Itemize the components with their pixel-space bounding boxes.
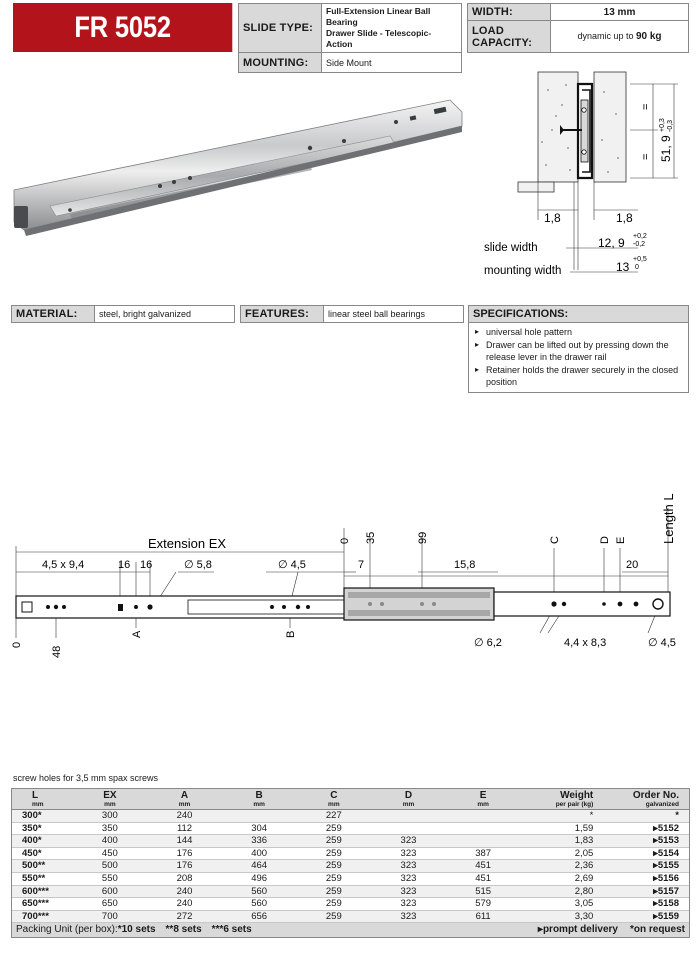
table-cell: 579: [446, 898, 521, 911]
table-cell: [371, 822, 446, 835]
column-header-unit: per pair (kg): [555, 801, 594, 808]
mounting-label: MOUNTING:: [239, 53, 322, 73]
table-cell: 2,80: [520, 885, 611, 898]
order-number: 5157: [657, 885, 679, 897]
table-row: [12, 822, 689, 835]
order-arrow-icon: ▸: [653, 822, 658, 834]
dimensions-table: [11, 788, 690, 938]
table-cell: 451: [446, 872, 521, 885]
product-code: FR 5052: [13, 3, 232, 52]
column-header-unit: mm: [178, 801, 191, 808]
order-arrow-icon: ▸: [653, 885, 658, 897]
table-caption: screw holes for 3,5 mm spax screws: [13, 773, 159, 783]
column-header-label: EX: [103, 790, 117, 801]
table-cell: 400: [73, 835, 148, 848]
table-cell: [222, 810, 297, 823]
table-cell: 323: [371, 847, 446, 860]
material-label: MATERIAL:: [12, 306, 95, 323]
order-number: 5154: [657, 847, 679, 859]
table-cell: 259: [297, 860, 372, 873]
table-row: [12, 872, 689, 885]
spec-item: ▸ Drawer can be lifted out by pressing down the release lever in the drawer rail: [475, 339, 682, 363]
dim-0-left: 0: [11, 641, 23, 648]
table-cell: [371, 810, 446, 823]
table-cell: 1,83: [520, 835, 611, 848]
order-number: 5153: [657, 835, 679, 847]
column-header-unit: mm: [253, 801, 265, 808]
column-header: [371, 789, 446, 810]
table-cell: 2,05: [520, 847, 611, 860]
table-cell: 611: [446, 910, 521, 923]
order-arrow-icon: ▸: [653, 835, 658, 847]
column-header: [446, 789, 521, 810]
order-number: 5155: [657, 860, 679, 872]
table-cell: 336: [222, 835, 297, 848]
table-cell: 387: [446, 847, 521, 860]
dim-4-4x8-3: 4,4 x 8,3: [564, 637, 607, 649]
slide-type-table: [238, 3, 462, 73]
table-cell: 2,69: [520, 872, 611, 885]
table-cell: [611, 885, 689, 898]
table-cell: [611, 910, 689, 923]
mark-d: D: [599, 536, 611, 544]
order-arrow-icon: ▸: [653, 860, 658, 872]
load-value-prefix: dynamic up to: [577, 31, 636, 41]
mark-c: C: [549, 536, 561, 544]
dim-16-a: 16: [118, 559, 131, 571]
table-cell: 464: [222, 860, 297, 873]
table-row: [12, 898, 689, 911]
table-cell: 259: [297, 835, 372, 848]
dim-d5-8: ∅ 5,8: [184, 559, 212, 571]
column-header-unit: mm: [328, 801, 340, 808]
dim-35: 35: [365, 531, 377, 544]
width-label: WIDTH:: [468, 4, 551, 21]
material-value: steel, bright galvanized: [95, 306, 235, 323]
table-cell: 600: [73, 885, 148, 898]
table-header-row: [12, 789, 689, 810]
dim-4-5x9-4: 4,5 x 9,4: [42, 559, 85, 571]
load-label-line2: CAPACITY:: [472, 36, 533, 49]
dim-right: 1,8: [616, 211, 633, 225]
order-arrow-icon: ▸: [653, 898, 658, 910]
table-cell: 323: [371, 898, 446, 911]
table-row: [12, 810, 689, 823]
load-label: [468, 21, 551, 53]
slide-width-tol-minus: -0,2: [633, 241, 646, 248]
mounting-width-tol-plus: +0,5: [633, 256, 647, 263]
load-label-line1: LOAD: [472, 24, 504, 37]
specifications-list: [469, 323, 688, 392]
slide-type-line2: Drawer Slide - Telescopic-Action: [326, 28, 432, 49]
order-number: 5152: [657, 822, 679, 834]
order-arrow-icon: ▸: [653, 847, 658, 859]
table-cell: [611, 822, 689, 835]
table-cell: [611, 898, 689, 911]
table-cell: 208: [147, 872, 222, 885]
dimensions-grid: [12, 789, 689, 923]
table-cell: [611, 835, 689, 848]
table-cell: 450*: [12, 847, 73, 860]
column-header: [222, 789, 297, 810]
table-cell: 700: [73, 910, 148, 923]
dim-d6-2: ∅ 6,2: [474, 637, 502, 649]
table-cell: 259: [297, 910, 372, 923]
table-cell: 3,30: [520, 910, 611, 923]
slide-width-tol-plus: +0,2: [633, 233, 647, 240]
order-number: 5158: [657, 898, 679, 910]
product-photo: [10, 98, 472, 248]
features-table: [240, 305, 464, 323]
table-cell: [611, 810, 689, 823]
column-header-label: L: [32, 790, 39, 801]
table-cell: 450: [73, 847, 148, 860]
slide-type-line1: Full-Extension Linear Ball Bearing: [326, 6, 431, 27]
column-header-unit: galvanized: [645, 801, 679, 808]
spec-item: ▸ Retainer holds the drawer securely in the closed position: [475, 364, 682, 388]
specifications-box: [468, 305, 689, 393]
table-row: [12, 847, 689, 860]
table-cell: 323: [371, 835, 446, 848]
side-drawing: [8, 488, 694, 668]
table-cell: 272: [147, 910, 222, 923]
table-cell: 240: [147, 810, 222, 823]
extension-label: Extension EX: [148, 536, 227, 551]
table-cell: 500**: [12, 860, 73, 873]
table-cell: 1,59: [520, 822, 611, 835]
column-header-unit: mm: [32, 801, 44, 808]
mark-e: E: [615, 536, 627, 544]
table-row: [12, 885, 689, 898]
table-cell: [446, 810, 521, 823]
table-cell: [446, 822, 521, 835]
specifications-label: SPECIFICATIONS:: [469, 306, 688, 323]
dim-20: 20: [626, 559, 639, 571]
table-cell: 323: [371, 910, 446, 923]
dim-left: 1,8: [544, 211, 561, 225]
features-value: linear steel ball bearings: [324, 306, 464, 323]
order-arrow-icon: ▸: [653, 872, 658, 884]
table-footer: [12, 923, 689, 937]
table-cell: 515: [446, 885, 521, 898]
on-request: *on request: [629, 924, 685, 936]
table-cell: 650***: [12, 898, 73, 911]
column-header-label: D: [404, 790, 413, 801]
column-header-label: E: [479, 790, 487, 801]
dim-d4-5-top: ∅ 4,5: [278, 559, 306, 571]
eq-mark-bottom: =: [640, 153, 652, 160]
dim-0-top: 0: [339, 537, 351, 544]
order-arrow-icon: ▸: [653, 910, 658, 922]
features-label: FEATURES:: [241, 306, 324, 323]
table-cell: 176: [147, 860, 222, 873]
mounting-value: Side Mount: [322, 53, 462, 73]
packing-10: *10 sets: [117, 924, 156, 936]
table-cell: 560: [222, 898, 297, 911]
material-table: [11, 305, 235, 323]
table-cell: 656: [222, 910, 297, 923]
column-header: [73, 789, 148, 810]
column-header-unit: mm: [477, 801, 489, 808]
dim-99: 99: [417, 531, 429, 544]
dim-15-8: 15,8: [454, 559, 476, 571]
column-header-label: B: [255, 790, 263, 801]
table-cell: 227: [297, 810, 372, 823]
mark-a: A: [131, 630, 143, 638]
table-cell: 259: [297, 898, 372, 911]
table-cell: [611, 847, 689, 860]
column-header: [611, 789, 689, 810]
width-value: 13 mm: [551, 4, 689, 21]
table-cell: 323: [371, 872, 446, 885]
column-header-label: Weight: [560, 790, 594, 801]
mounting-width-label: mounting width: [484, 265, 562, 277]
table-cell: 259: [297, 872, 372, 885]
table-cell: 240: [147, 898, 222, 911]
column-header-unit: mm: [402, 801, 415, 808]
eq-mark-top: =: [640, 103, 652, 110]
column-header-label: A: [180, 790, 189, 801]
order-number: 5159: [657, 910, 679, 922]
table-cell: 496: [222, 872, 297, 885]
dim-48: 48: [51, 645, 63, 658]
width-table: [467, 3, 689, 53]
dim-height-tol-plus: +0,3: [659, 118, 666, 132]
table-cell: [611, 860, 689, 873]
table-cell: 259: [297, 822, 372, 835]
table-cell: 304: [222, 822, 297, 835]
prompt-delivery: ▸prompt delivery: [537, 924, 618, 936]
slide-width-label: slide width: [484, 242, 538, 254]
dim-d4-5-bottom: ∅ 4,5: [648, 637, 676, 649]
table-cell: [446, 835, 521, 848]
table-cell: 259: [297, 847, 372, 860]
mounting-width-value: 13: [616, 260, 630, 274]
table-cell: 400*: [12, 835, 73, 848]
table-cell: 240: [147, 885, 222, 898]
table-cell: 451: [446, 860, 521, 873]
column-header: [520, 789, 611, 810]
column-header: [147, 789, 222, 810]
table-cell: [611, 872, 689, 885]
table-cell: 144: [147, 835, 222, 848]
slide-width-value: 12, 9: [598, 236, 625, 250]
column-header: [297, 789, 372, 810]
table-cell: 500: [73, 860, 148, 873]
prompt-delivery-text: prompt delivery: [542, 924, 618, 936]
order-number: *: [675, 810, 679, 821]
table-cell: 323: [371, 860, 446, 873]
table-cell: 3,05: [520, 898, 611, 911]
slide-type-label: SLIDE TYPE:: [239, 4, 322, 53]
column-header: [12, 789, 73, 810]
dim-7: 7: [358, 559, 365, 571]
mounting-width-tol-minus: 0: [635, 264, 639, 271]
table-cell: 550: [73, 872, 148, 885]
table-cell: 350: [73, 822, 148, 835]
column-header-label: C: [330, 790, 338, 801]
column-header-unit: mm: [104, 801, 116, 808]
table-row: [12, 835, 689, 848]
table-cell: 300*: [12, 810, 73, 823]
mark-b: B: [285, 630, 297, 638]
table-cell: 600***: [12, 885, 73, 898]
table-cell: *: [520, 810, 611, 823]
packing-8: **8 sets: [165, 924, 202, 936]
table-row: [12, 910, 689, 923]
packing-label: Packing Unit (per box):: [16, 924, 118, 936]
table-cell: 323: [371, 885, 446, 898]
table-cell: 560: [222, 885, 297, 898]
table-cell: 112: [147, 822, 222, 835]
profile-drawing: [478, 70, 690, 280]
table-cell: 700***: [12, 910, 73, 923]
table-cell: 259: [297, 885, 372, 898]
load-value-bold: 90 kg: [635, 31, 662, 42]
table-cell: 550**: [12, 872, 73, 885]
table-cell: 400: [222, 847, 297, 860]
dim-16-b: 16: [140, 559, 153, 571]
table-cell: 350*: [12, 822, 73, 835]
column-header-label: Order No.: [632, 790, 679, 801]
table-cell: 650: [73, 898, 148, 911]
packing-6: ***6 sets: [211, 924, 252, 936]
table-cell: 300: [73, 810, 148, 823]
order-number: 5156: [657, 872, 679, 884]
table-row: [12, 860, 689, 873]
length-label: Length L: [661, 493, 676, 544]
dim-height-tol-minus: -0,3: [667, 119, 674, 132]
load-value: [551, 21, 689, 53]
dim-height: 51, 9: [659, 135, 673, 162]
table-cell: 2,36: [520, 860, 611, 873]
slide-type-value: [322, 4, 462, 53]
table-cell: 176: [147, 847, 222, 860]
spec-item: ▸ universal hole pattern: [475, 326, 682, 338]
